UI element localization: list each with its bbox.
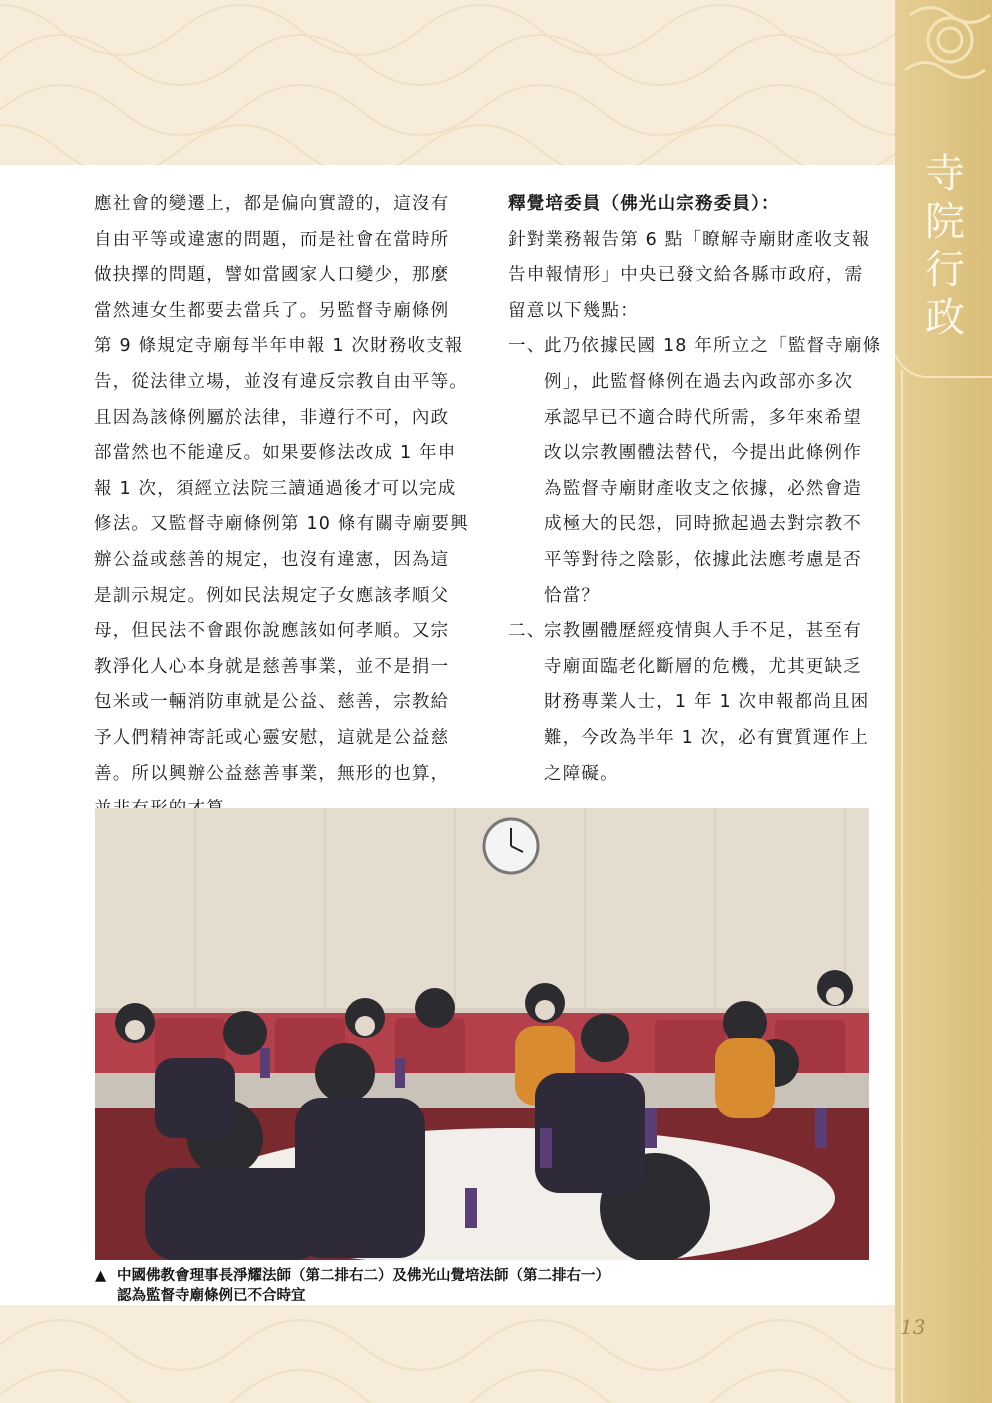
text-line: 留意以下幾點： [508,300,639,321]
photo-caption [95,1266,869,1306]
text-line: 做抉擇的問題，譬如當國家人口變少，那麼 [94,265,450,286]
text-line: 之障礙。 [544,763,619,784]
text-line: 針對業務報告第 6 點「瞭解寺廟財產收支報 [508,229,871,250]
caption-triangle-icon: ▲ [95,1268,107,1284]
text-line: 財務專業人士，1 年 1 次申報都尚且困 [544,692,870,713]
right-text-column [508,187,882,792]
text-line: 予人們精神寄託或心靈安慰，這就是公益慈 [94,727,450,748]
text-line: 當然連女生都要去當兵了。另監督寺廟條例 [94,300,450,321]
text-line: 教淨化人心本身就是慈善事業，並不是捐一 [94,656,450,677]
text-line: 自由平等或違憲的問題，而是社會在當時所 [94,229,450,250]
section-title-char: 院 [925,199,965,245]
item-marker: 一、 [508,336,546,357]
numbered-item [508,329,882,614]
text-line: 此乃依據民國 18 年所立之「監督寺廟條 [544,336,882,357]
text-line: 成極大的民怨，同時掀起過去對宗教不 [544,514,862,535]
text-line: 修法。又監督寺廟條例第 10 條有關寺廟要興 [94,514,469,535]
text-line: 應社會的變遷上，都是偏向實證的，這沒有 [94,194,450,214]
meeting-photo [95,808,869,1260]
wave-pattern [0,0,992,165]
section-title [915,150,975,342]
item-marker: 二、 [508,621,546,642]
speaker-heading: 釋覺培委員（佛光山宗務委員）： [508,194,780,214]
text-line: 為監督寺廟財產收支之依據，必然會造 [544,478,862,499]
text-line: 辦公益或慈善的規定，也沒有違憲，因為這 [94,549,450,570]
section-title-char: 寺 [925,151,965,197]
text-line: 部當然也不能違反。如果要修法改成 1 年申 [94,443,457,464]
section-title-char: 行 [925,247,965,293]
wave-pattern [0,1305,992,1403]
text-line: 且因為該條例屬於法律，非遵行不可，內政 [94,407,450,428]
header-pattern-band [0,0,992,165]
page-number: 13 [900,1315,926,1339]
text-line: 包米或一輛消防車就是公益、慈善，宗教給 [94,692,450,713]
text-line: 寺廟面臨老化斷層的危機，尤其更缺乏 [544,656,862,677]
cloud-ornament-icon [895,0,992,100]
sidebar-divider [901,370,903,1403]
left-text-column [94,187,469,828]
text-line: 宗教團體歷經疫情與人手不足，甚至有 [544,621,862,642]
sidebar-notch [895,355,992,385]
footer-pattern-band [0,1305,992,1403]
text-line: 母，但民法不會跟你說應該如何孝順。又宗 [94,621,450,642]
text-line: 告申報情形」中央已發文給各縣市政府，需 [508,265,864,286]
numbered-item [508,614,874,792]
text-line: 承認早已不適合時代所需，多年來希望 [544,407,862,428]
text-line: 告，從法律立場，並沒有違反宗教自由平等。 [94,371,468,392]
text-line: 善。所以興辦公益慈善事業，無形的也算， [94,763,450,784]
text-line: 恰當？ [544,585,601,606]
text-line: 是訓示規定。例如民法規定子女應該孝順父 [94,585,450,606]
text-line: 改以宗教團體法替代，今提出此條例作 [544,443,862,464]
text-line: 報 1 次，須經立法院三讀通過後才可以完成 [94,478,457,499]
meeting-scene-image [95,808,869,1260]
caption-line: 認為監督寺廟條例已不合時宜 [117,1288,306,1304]
section-title-char: 政 [925,295,965,341]
text-line: 例」，此監督條例在過去內政部亦多次 [544,371,854,392]
text-line: 難，今改為半年 1 次，必有實質運作上 [544,727,870,748]
text-line: 平等對待之陰影，依據此法應考慮是否 [544,549,862,570]
text-line: 第 9 條規定寺廟每半年申報 1 次財務收支報 [94,336,464,357]
wall-clock-icon [484,819,538,873]
caption-line: 中國佛教會理事長淨耀法師（第二排右二）及佛光山覺培法師（第二排右一） [117,1268,610,1284]
